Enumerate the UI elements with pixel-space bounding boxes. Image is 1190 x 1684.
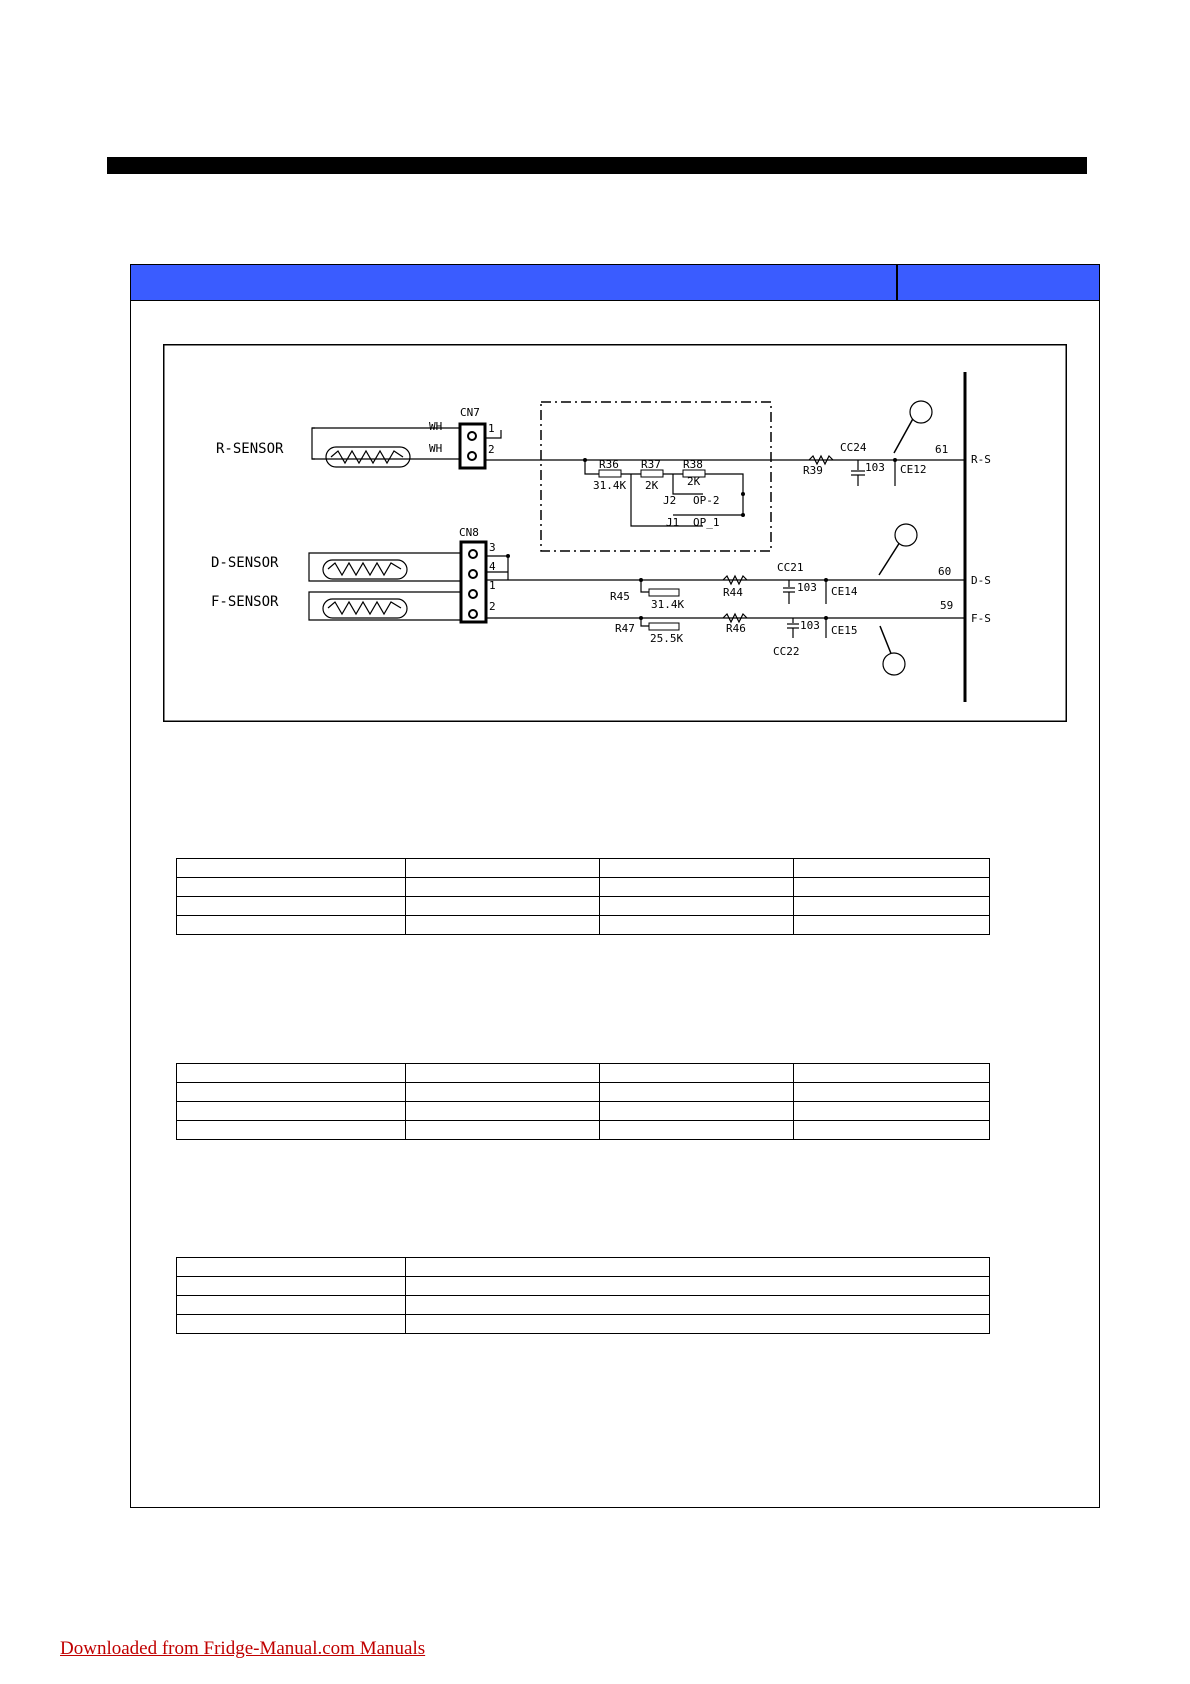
wire-label-1: WH bbox=[429, 420, 443, 433]
pin-60: 60 bbox=[938, 565, 952, 578]
r36-value: 31.4K bbox=[593, 479, 627, 492]
net-d-s: D-S bbox=[971, 574, 991, 587]
header-divider bbox=[896, 265, 898, 301]
cc21-label: CC21 bbox=[777, 561, 804, 574]
r39-label: R39 bbox=[803, 464, 823, 477]
title-rule bbox=[107, 157, 1087, 174]
op1-label: OP_1 bbox=[693, 516, 720, 529]
r38-value: 2K bbox=[687, 475, 701, 488]
cn7-label: CN7 bbox=[460, 406, 480, 419]
r-sensor-label: R-SENSOR bbox=[216, 441, 284, 457]
r45-value: 31.4K bbox=[651, 598, 685, 611]
net-f-s: F-S bbox=[971, 612, 991, 625]
pin-59: 59 bbox=[940, 599, 954, 612]
d-sensor-label: D-SENSOR bbox=[211, 555, 279, 571]
r47-label: R47 bbox=[615, 622, 635, 635]
op2-label: OP-2 bbox=[693, 494, 720, 507]
cn7-pin-1: 1 bbox=[488, 422, 495, 435]
r44-label: R44 bbox=[723, 586, 743, 599]
cn8-pin-1: 1 bbox=[489, 579, 496, 592]
cc22-value: 103 bbox=[800, 619, 820, 632]
cc24-label: CC24 bbox=[840, 441, 867, 454]
f-sensor-label: F-SENSOR bbox=[211, 594, 279, 610]
cc21-value: 103 bbox=[797, 581, 817, 594]
r37-label: R37 bbox=[641, 458, 661, 471]
pin-61: 61 bbox=[935, 443, 949, 456]
cn8-pin-2: 2 bbox=[489, 600, 496, 613]
cn7-pin-2: 2 bbox=[488, 443, 495, 456]
r36-label: R36 bbox=[599, 458, 619, 471]
cn8-label: CN8 bbox=[459, 526, 479, 539]
j1-label: J1 bbox=[666, 516, 680, 529]
empty-table-1 bbox=[176, 858, 990, 935]
r38-label: R38 bbox=[683, 458, 703, 471]
r45-label: R45 bbox=[610, 590, 630, 603]
r46-label: R46 bbox=[726, 622, 746, 635]
wire-label-2: WH bbox=[429, 442, 443, 455]
cc24-value: 103 bbox=[865, 461, 885, 474]
ce15-label: CE15 bbox=[831, 624, 858, 637]
sensor-circuit-diagram bbox=[163, 344, 1067, 722]
j2-label: J2 bbox=[663, 494, 677, 507]
net-r-s: R-S bbox=[971, 453, 991, 466]
ce14-label: CE14 bbox=[831, 585, 858, 598]
section-header-bar bbox=[131, 265, 1099, 301]
empty-table-3 bbox=[176, 1257, 990, 1334]
empty-table-2 bbox=[176, 1063, 990, 1140]
ce12-label: CE12 bbox=[900, 463, 927, 476]
r37-value: 2K bbox=[645, 479, 659, 492]
source-link[interactable]: Downloaded from Fridge-Manual.com Manuals bbox=[60, 1638, 426, 1659]
cc22-label: CC22 bbox=[773, 645, 800, 658]
cn8-pin-4: 4 bbox=[489, 560, 496, 573]
r47-value: 25.5K bbox=[650, 632, 684, 645]
cn8-pin-3: 3 bbox=[489, 541, 496, 554]
